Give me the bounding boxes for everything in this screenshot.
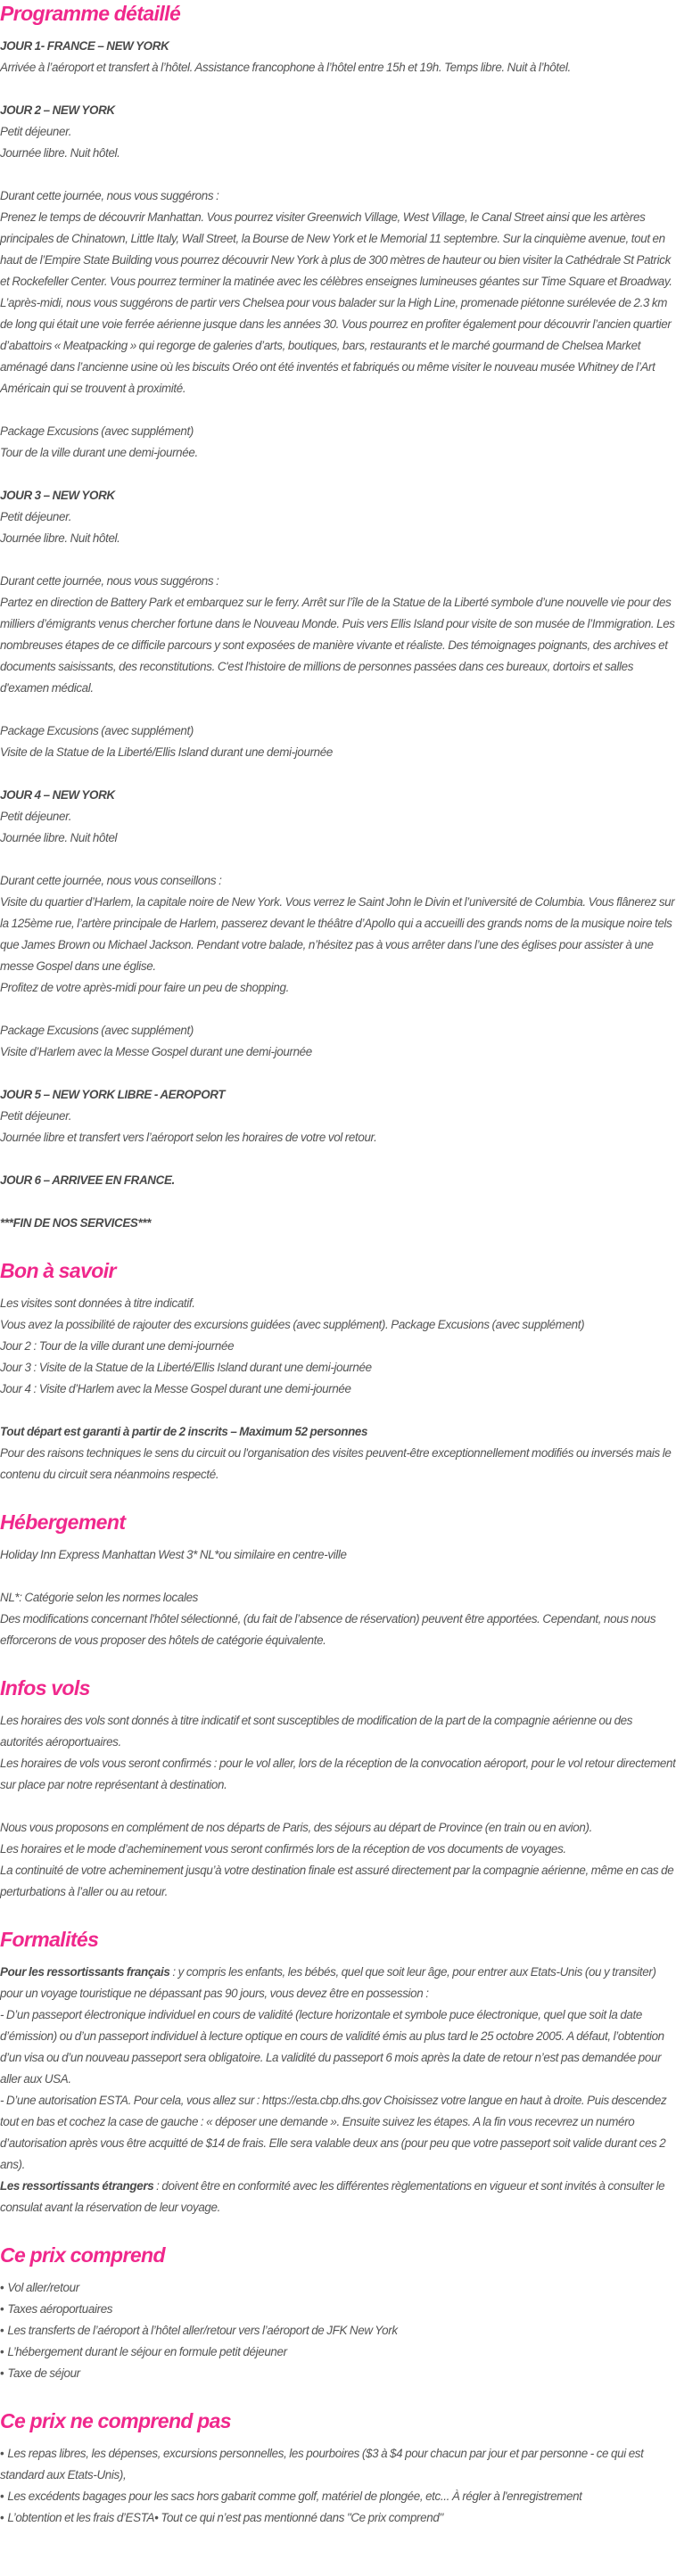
hotel-modification-note: Des modifications concernant l'hôtel sélectionné, (du fait de l’absence de réservation) peuvent être apportées. Cependant, nous nous efforcerons de vous proposer des hôtels de catégorie équivalente. [0, 1612, 656, 1647]
included-item: • Vol aller/retour [0, 2281, 79, 2294]
day-4-suggestion-intro: Durant cette journée, nous vous conseillons : [0, 874, 222, 887]
bullet-icon: • [0, 2511, 4, 2524]
day-2-package-detail: Tour de la ville durant une demi-journée. [0, 446, 198, 459]
flight-info-line: Les horaires et le mode d’acheminement vous seront confirmés lors de la réception de vos documents de voyages. [0, 1842, 566, 1856]
day-5-title: JOUR 5 – NEW YORK LIBRE - AEROPORT [0, 1088, 226, 1101]
bullet-icon: • [0, 2447, 4, 2460]
formalites-title: Formalités [0, 1928, 99, 1951]
prix-ne-comprend-pas-title: Ce prix ne comprend pas [0, 2409, 231, 2432]
day-3-package-detail: Visite de la Statue de la Liberté/Ellis Island durant une demi-journée [0, 745, 333, 759]
day-4-breakfast: Petit déjeuner. [0, 810, 72, 823]
french-nationals-paragraph: Pour les ressortissants français : y compris les enfants, les bébés, quel que soit leur âge, pour entrer aux Etats-Unis (ou y transiter) pour un voyage touristique ne dépassant pas 90 jours, vous devez être en possession : [0, 1965, 656, 2000]
day-3-breakfast: Petit déjeuner. [0, 510, 72, 523]
prix-ne-comprend-pas-section [0, 2407, 676, 2529]
bon-a-savoir-section [0, 1257, 676, 1486]
day-3-title: JOUR 3 – NEW YORK [0, 489, 115, 502]
foreign-nationals-label: Les ressortissants étrangers [0, 2179, 154, 2193]
bullet-icon: • [0, 2366, 4, 2380]
bullet-icon: • [0, 2345, 4, 2358]
flight-info-line: Les horaires de vols vous seront confirmés : pour le vol aller, lors de la réception de la convocation aéroport, pour le vol retour directement sur place par notre représentant à destination. [0, 1757, 676, 1791]
day-2-suggestion-intro: Durant cette journée, nous vous suggérons : [0, 189, 219, 202]
nl-note: NL*: Catégorie selon les normes locales [0, 1591, 199, 1604]
day-4-title: JOUR 4 – NEW YORK [0, 788, 115, 802]
day-2-title: JOUR 2 – NEW YORK [0, 103, 115, 117]
hebergement-title: Hébergement [0, 1510, 126, 1534]
flight-info-line: Les horaires des vols sont donnés à titre indicatif et sont susceptibles de modification de la part de la compagnie aérienne ou des autorités aéroportuaires. [0, 1714, 633, 1749]
day-3-suggestion-text: Partez en direction de Battery Park et embarquez sur le ferry. Arrêt sur l’île de la Statue de la Liberté symbole d’une nouvelle vie pour des milliers d’émigrants venus chercher fortune dans le Nouveau Monde. Puis vers Ellis Island pour visite de son musée de l’Immigration. Les nombreuses étapes de ce difficile parcours y sont exposées de manière vivante et réaliste. Des témoignages poignants, des archives et documents saisissants, des reconstitutions. C'est l'histoire de millions de personnes passées dans ces bureaux, dortoirs et salles d'examen médical. [0, 596, 675, 695]
day-3-suggestion-intro: Durant cette journée, nous vous suggérons : [0, 574, 219, 588]
info-line: Jour 3 : Visite de la Statue de la Liberté/Ellis Island durant une demi-journée [0, 1361, 372, 1374]
day-6 [0, 1170, 676, 1191]
hotel-name: Holiday Inn Express Manhattan West 3* NL*ou similaire en centre-ville [0, 1548, 347, 1561]
day-2 [0, 100, 676, 464]
day-4-suggestion-shopping: Profitez de votre après-midi pour faire un peu de shopping. [0, 981, 289, 994]
day-3-package-label: Package Excusions (avec supplément) [0, 724, 194, 737]
infos-vols-section [0, 1675, 676, 1903]
day-3-free-day: Journée libre. Nuit hôtel. [0, 531, 120, 545]
excluded-item: • Les repas libres, les dépenses, excursions personnelles, les pourboires ($3 à $4 pour chacun par jour et par personne - ce qui est standard aux Etats-Unis), [0, 2447, 644, 2481]
day-3 [0, 485, 676, 763]
infos-vols-title: Infos vols [0, 1676, 90, 1700]
formalites-section [0, 1926, 676, 2218]
day-1-title: JOUR 1- FRANCE – NEW YORK [0, 39, 169, 53]
included-list [0, 2277, 676, 2384]
guarantee-text: Tout départ est garanti à partir de 2 inscrits – Maximum 52 personnes [0, 1425, 368, 1438]
guarantee-note: Pour des raisons techniques le sens du circuit ou l'organisation des visites peuvent-être exceptionnellement modifiés ou inversés mais le contenu du circuit sera néanmoins respecté. [0, 1446, 672, 1481]
bullet-icon: • [0, 2302, 4, 2316]
day-2-suggestion-morning: Prenez le temps de découvrir Manhattan. Vous pourrez visiter Greenwich Village, West Village, le Canal Street ainsi que les artères principales de Chinatown, Little Italy, Wall Street, la Bourse de New York et le Memorial 11 septembre. Sur la cinquième avenue, tout en haut de l’Empire State Building vous pourrez découvrir New York à plus de 300 mètres de hauteur ou bien visiter la Cathédrale St Patrick et Rockefeller Center. Vous pourrez terminer la matinée avec les célèbres enseignes lumineuses géantes sur Time Square et Broadway. [0, 210, 672, 288]
day-5-transfer: Journée libre et transfert vers l’aéroport selon les horaires de votre vol retour. [0, 1131, 377, 1144]
day-5 [0, 1084, 676, 1148]
esta-requirement: - D’une autorisation ESTA. Pour cela, vous allez sur : https://esta.cbp.dhs.gov Choisissez votre langue en haut à droite. Puis descendez tout en bas et cochez la case de gauche : « déposer une demande ». Ensuite suivez les étapes. A la fin vous recevrez un numéro d’autorisation après vous être acquitté de $14 de frais. Elle sera valable deux ans (pour peu que votre passeport soit valide durant ces 2 ans). [0, 2094, 667, 2171]
included-item: • L’hébergement durant le séjour en formule petit déjeuner [0, 2345, 287, 2358]
excluded-item: • Les excédents bagages pour les sacs hors gabarit comme golf, matériel de plongée, etc... À régler à l'enregistrement [0, 2490, 582, 2503]
french-nationals-label: Pour les ressortissants français [0, 1965, 170, 1979]
end-of-services: ***FIN DE NOS SERVICES*** [0, 1216, 152, 1230]
info-line: Jour 2 : Tour de la ville durant une demi-journée [0, 1339, 235, 1353]
foreign-nationals-paragraph: Les ressortissants étrangers : doivent être en conformité avec les différentes règlementations en vigueur et sont invités à consulter le consulat avant la réservation de leur voyage. [0, 2179, 665, 2214]
hebergement-section [0, 1509, 676, 1651]
bon-a-savoir-title: Bon à savoir [0, 1259, 116, 1282]
info-line: Vous avez la possibilité de rajouter des excursions guidées (avec supplément). Package Excusions (avec supplément) [0, 1318, 585, 1331]
programme-title: Programme détaillé [0, 2, 181, 25]
bullet-icon: • [0, 2324, 4, 2337]
day-4-package-detail: Visite d’Harlem avec la Messe Gospel durant une demi-journée [0, 1045, 312, 1058]
info-line: Les visites sont données à titre indicatif. [0, 1296, 195, 1310]
day-1-line: Arrivée à l’aéroport et transfert à l’hôtel. Assistance francophone à l’hôtel entre 15h et 19h. Temps libre. Nuit à l’hôtel. [0, 61, 571, 74]
day-6-title: JOUR 6 – ARRIVEE EN FRANCE. [0, 1173, 175, 1187]
included-item: • Les transferts de l’aéroport à l’hôtel aller/retour vers l’aéroport de JFK New York [0, 2324, 398, 2337]
prix-comprend-section [0, 2242, 676, 2384]
esta-link[interactable]: https://esta.cbp.dhs.gov [262, 2094, 382, 2107]
passport-requirement: - D’un passeport électronique individuel en cours de validité (lecture horizontale et symbole puce électronique, quel que soit la date d’émission) ou d’un passeport individuel à lecture optique en cours de validité émis au plus tard le 25 octobre 2005. A défaut, l’obtention d’un visa ou d’un nouveau passeport sera obligatoire. La validité du passeport 6 mois après la date de retour n’est pas demandée pour aller aux USA. [0, 2008, 664, 2086]
day-4-suggestion-harlem: Visite du quartier d’Harlem, la capitale noire de New York. Vous verrez le Saint John le Divin et l’université de Columbia. Vous flânerez sur la 125ème rue, l’artère principale de Harlem, passerez devant le théâtre d’Apollo qui a accueilli des grands noms de la musique noire tels que James Brown ou Michael Jackson. Pendant votre balade, n’hésitez pas à vous arrêter dans l’une des églises pour assister à une messe Gospel dans une église. [0, 895, 675, 973]
bullet-icon: • [0, 2490, 4, 2503]
included-item: • Taxe de séjour [0, 2366, 80, 2380]
programme-section [0, 0, 676, 1234]
day-4-free-day: Journée libre. Nuit hôtel [0, 831, 118, 844]
bullet-icon: • [0, 2281, 4, 2294]
day-2-breakfast: Petit déjeuner. [0, 125, 72, 138]
day-2-suggestion-afternoon: L’après-midi, nous vous suggérons de partir vers Chelsea pour vous balader sur la High Line, promenade piétonne surélevée de 2.3 km de long qui était une voie ferrée aérienne jusque dans les années 30. Vous pourrez en profiter également pour découvrir l’ancien quartier d’abattoirs « Meatpacking » qui regorge de galeries d’arts, boutiques, bars, restaurants et le marché gourmand de Chelsea Market aménagé dans l’ancienne usine où les biscuits Oréo ont été inventés et fabriqués ou même visiter le nouveau musée Whitney de l’Art Américain qui se trouvent à proximité. [0, 296, 672, 395]
flight-info-line: Nous vous proposons en complément de nos départs de Paris, des séjours au départ de Province (en train ou en avion). [0, 1821, 592, 1834]
prix-comprend-title: Ce prix comprend [0, 2243, 165, 2267]
day-4-package-label: Package Excusions (avec supplément) [0, 1024, 194, 1037]
included-item: • Taxes aéroportuaires [0, 2302, 113, 2316]
flight-info-line: La continuité de votre acheminement jusqu’à votre destination finale est assuré directement par la compagnie aérienne, même en cas de perturbations à l’aller ou au retour. [0, 1864, 674, 1898]
excluded-list [0, 2443, 676, 2529]
day-2-free-day: Journée libre. Nuit hôtel. [0, 146, 120, 160]
excluded-item: • L’obtention et les frais d’ESTA• Tout ce qui n’est pas mentionné dans "Ce prix comprend" [0, 2511, 443, 2524]
info-line: Jour 4 : Visite d’Harlem avec la Messe Gospel durant une demi-journée [0, 1382, 351, 1395]
day-1 [0, 36, 676, 78]
day-2-package-label: Package Excusions (avec supplément) [0, 424, 194, 438]
day-4 [0, 785, 676, 1063]
day-5-breakfast: Petit déjeuner. [0, 1109, 72, 1123]
